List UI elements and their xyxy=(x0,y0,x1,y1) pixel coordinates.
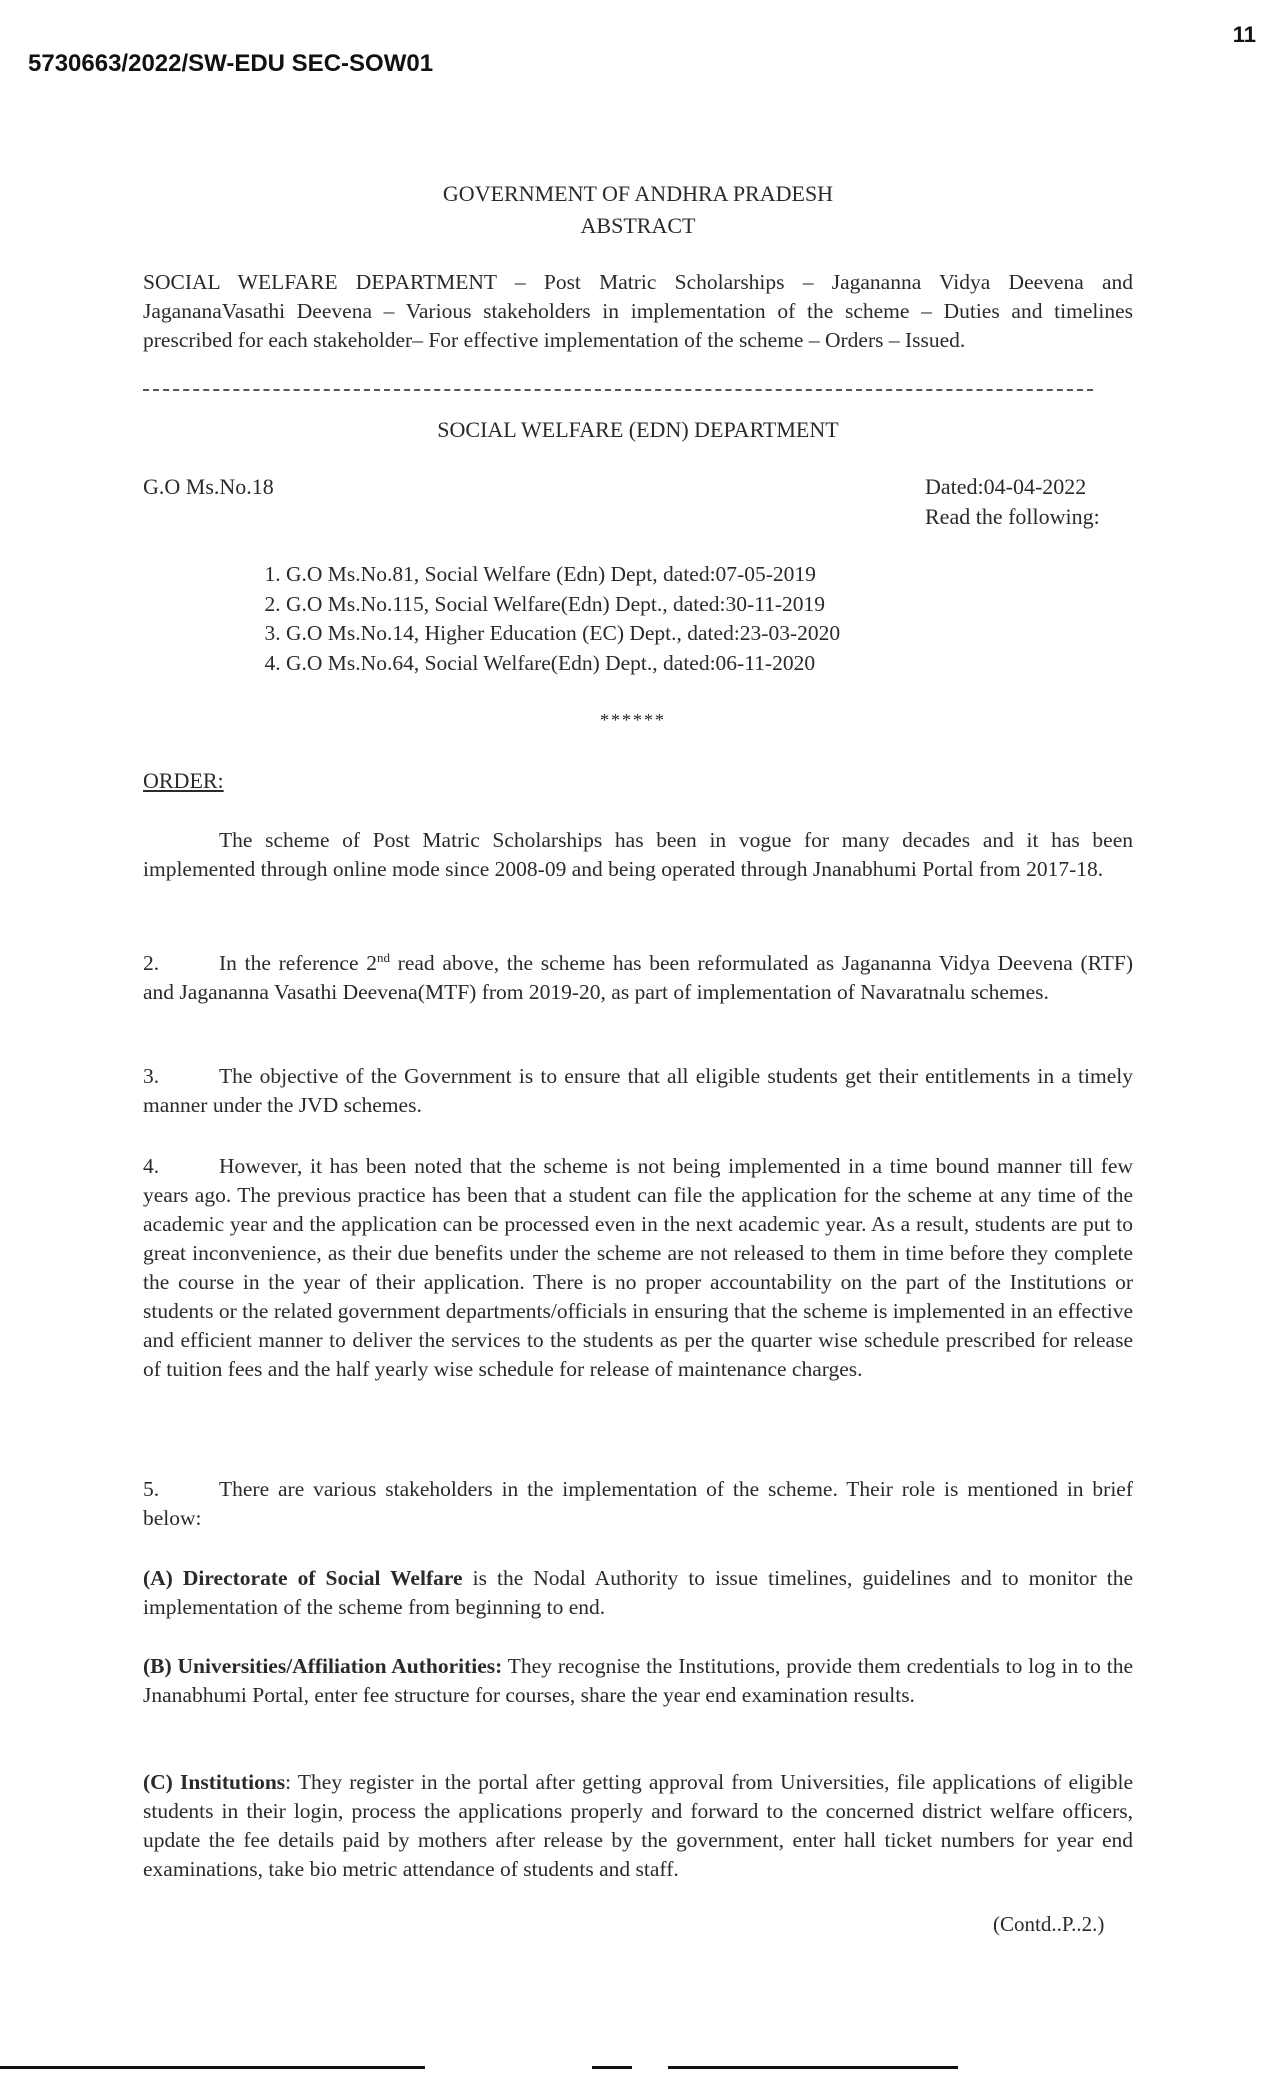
superscript: nd xyxy=(376,950,390,965)
read-following: Read the following: xyxy=(925,504,1100,529)
stakeholder-a-title: (A) Directorate of Social Welfare xyxy=(143,1566,463,1590)
paragraph-2-text-b: read above, the scheme has been reformulated as Jagananna Vidya Deevena (RTF) and Jagananna Vasathi Deevena(MTF) from 2019-20, as part of implementation of Navaratnalu schemes. xyxy=(143,951,1133,1005)
department-block xyxy=(143,414,1133,446)
paragraph-number: 2. xyxy=(143,951,160,976)
paragraph-number: 5. xyxy=(143,1477,160,1501)
reference-item: 3. G.O Ms.No.14, Higher Education (EC) Dept., dated:23-03-2020 xyxy=(286,619,840,649)
paragraph-1-text: The scheme of Post Matric Scholarships has been in vogue for many decades and it has been implemented through online mode since 2008-09 and being operated through Jnanabhumi Portal from 2017-18. xyxy=(143,828,1133,881)
paragraph-3 xyxy=(143,1062,1133,1120)
file-number: 5730663/2022/SW-EDU SEC-SOW01 xyxy=(28,50,434,77)
stakeholder-b xyxy=(143,1652,1133,1710)
go-dateline xyxy=(143,472,1125,529)
paragraph-5 xyxy=(143,1475,1133,1533)
page-number: 11 xyxy=(1232,22,1256,47)
footer-line xyxy=(592,2066,632,2069)
paragraph-2 xyxy=(143,943,1133,1007)
paragraph-1 xyxy=(143,826,1133,884)
paragraph-4-text: However, it has been noted that the scheme is not being implemented in a time bound manner till few years ago. The previous practice has been that a student can file the application for the scheme at any time of the academic year and the application can be processed even in the next academic year. As a result, students are put to great inconvenience, as their due benefits under the scheme are not released to them in time before they complete the course in the year of their application. There is no proper accountability on the part of the Institutions or students or the related government departments/officials in ensuring that the scheme is implemented in an effective and efficient manner to deliver the services to the students as per the quarter wise schedule prescribed for release of tuition fees and the half yearly wise schedule for release of maintenance charges. xyxy=(143,1154,1133,1381)
document-title xyxy=(143,178,1133,242)
reference-item: 2. G.O Ms.No.115, Social Welfare(Edn) Dept., dated:30-11-2019 xyxy=(286,590,840,620)
paragraph-5-text: There are various stakeholders in the implementation of the scheme. Their role is mentioned in brief below: xyxy=(143,1477,1133,1530)
abstract-block xyxy=(143,268,1133,355)
abstract-text: SOCIAL WELFARE DEPARTMENT – Post Matric Scholarships – Jagananna Vidya Deevena and JagananaVasathi Deevena – Various stakeholders in implementation of the scheme – Duties and timelines prescribed for each stakeholder– For effective implementation of the scheme – Orders – Issued. xyxy=(143,270,1133,352)
paragraph-number: 3. xyxy=(143,1064,160,1088)
go-number: G.O Ms.No.18 xyxy=(143,474,274,499)
continued-note: (Contd..P..2.) xyxy=(993,1912,1105,1936)
footer-line xyxy=(0,2066,425,2069)
reference-item: 1. G.O Ms.No.81, Social Welfare (Edn) Dept, dated:07-05-2019 xyxy=(286,560,840,590)
paragraph-4 xyxy=(143,1152,1133,1384)
order-heading: ORDER: xyxy=(143,768,224,793)
dated: Dated:04-04-2022 xyxy=(925,474,1087,499)
department-heading: SOCIAL WELFARE (EDN) DEPARTMENT xyxy=(437,417,839,442)
stakeholder-b-text: They recognise the Institutions, provide them credentials to log in to the Jnanabhumi Portal, enter fee structure for courses, share the year end examination results. xyxy=(143,1654,1133,1707)
stakeholder-b-title: (B) Universities/Affiliation Authorities: xyxy=(143,1654,503,1678)
separator-stars: ****** xyxy=(600,710,666,730)
stakeholder-c xyxy=(143,1768,1133,1884)
stakeholder-c-title: (C) Institutions xyxy=(143,1770,286,1794)
paragraph-number: 4. xyxy=(143,1154,160,1178)
stakeholder-a-text: is the Nodal Authority to issue timelines, guidelines and to monitor the implementation of the scheme from beginning to end. xyxy=(143,1566,1133,1619)
government-heading: GOVERNMENT OF ANDHRA PRADESH xyxy=(442,181,834,206)
paragraph-2-text-a: In the reference 2 xyxy=(219,951,377,976)
date-block xyxy=(925,472,1100,532)
references-list xyxy=(264,560,840,678)
abstract-heading: ABSTRACT xyxy=(580,213,696,238)
paragraph-3-text: The objective of the Government is to ensure that all eligible students get their entitlements in a timely manner under the JVD schemes. xyxy=(143,1064,1133,1117)
divider-line xyxy=(143,389,1093,391)
reference-item: 4. G.O Ms.No.64, Social Welfare(Edn) Dept., dated:06-11-2020 xyxy=(286,649,840,679)
footer-line xyxy=(668,2066,958,2069)
stakeholder-a xyxy=(143,1564,1133,1622)
stakeholder-c-text: : They register in the portal after getting approval from Universities, file applications of eligible students in their login, process the applications properly and forward to the concerned district welfare officers, update the fee details paid by mothers after release by the government, enter hall ticket numbers for year end examinations, take bio metric attendance of students and staff. xyxy=(143,1770,1134,1881)
